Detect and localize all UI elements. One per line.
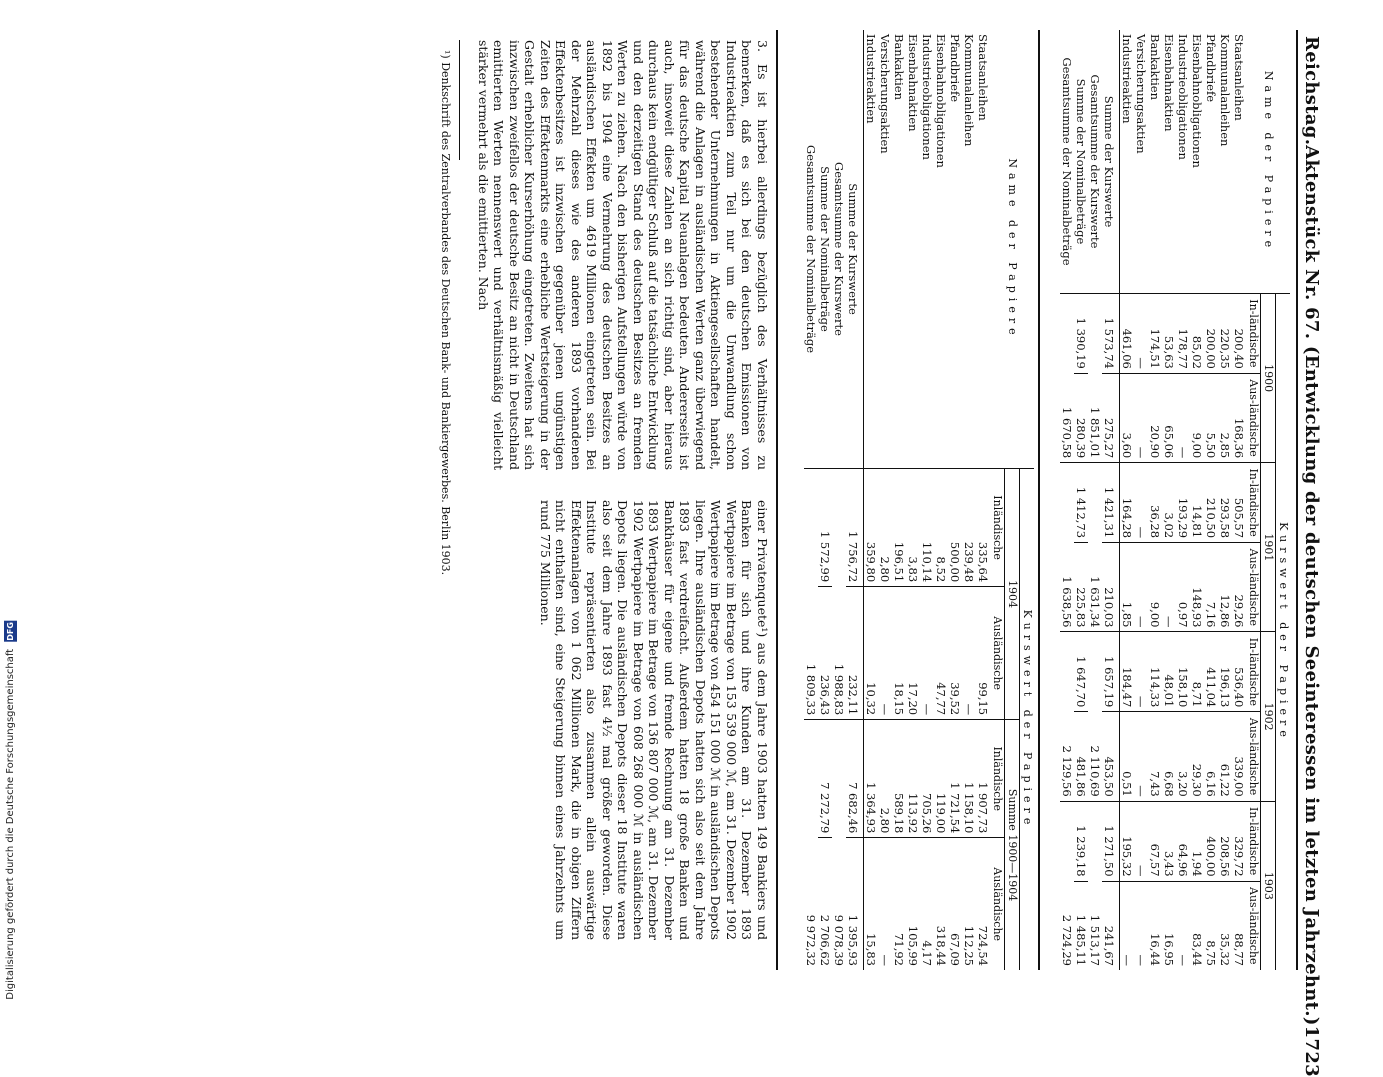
table-row: [934, 30, 948, 970]
cell-value: 88,77: [1232, 881, 1246, 970]
cell-value: 112,25: [962, 838, 976, 970]
cell-value: 20,90: [1148, 373, 1162, 462]
row-label: Staatsanleihen: [1232, 34, 1246, 121]
cell-value: 3,43: [1162, 801, 1176, 881]
nominal-value: 7 272,79: [818, 720, 832, 838]
nominal-value: 225,83: [1074, 543, 1088, 632]
total-value: 1 851,01: [1088, 294, 1102, 463]
sum-value: 1 421,31: [1102, 463, 1120, 543]
total-row: [1088, 30, 1102, 970]
cell-value: 48,01: [1162, 632, 1176, 712]
row-label: Staatsanleihen: [976, 34, 990, 121]
cell-value: 200,00: [1204, 294, 1218, 374]
t1-year-header: 1902: [1261, 632, 1276, 801]
t1-year-header: 1900: [1261, 294, 1276, 463]
sum-value: 1 395,93: [846, 838, 864, 970]
cell-value: —: [962, 587, 976, 720]
nominal-value: 1 485,11: [1074, 881, 1088, 970]
table-row: [1232, 30, 1246, 970]
t1-sub-in: In-ländische: [1246, 294, 1261, 374]
cell-value: —: [878, 587, 892, 720]
row-label: Eisenbahnobligationen: [1190, 34, 1204, 168]
cell-value: 178,77: [1176, 294, 1190, 374]
table-row: [1162, 30, 1176, 970]
paragraph-left: 3. Es ist hierbei allerdings bezüglich des Verhältnisses zu bemerken, daß es sich bei den deutschen Emissionen von Industrieaktien zum Teil nur um die Umwandlung schon bestehender Unternehmungen in Aktiengesellschaften handelt, während die Anlagen in ausländischen Werten ganz überwiegend für das deutsche Kapital Neuanlagen bedeuten. Andererseits ist auch, insoweit diese Zahlen an sich richtig sind, aber hieraus durchaus kein endgültiger Schluß auf die tatsächliche Entwicklung und den derzeitigen Stand des deutschen Besitzes an fremden Werten zu ziehen. Nach den bisherigen Aufstellungen würde von 1892 bis 1904 eine Vermehrung des deutschen Besitzes an ausländischen Effekten um 4619 Millionen eingetreten sein. Bei der Mehrzahl dieses wie des anderen 1893 vorhandenen Effektenbesitzes ist inzwischen gegenüber jenen ungünstigen Zeiten des Effektenmarkts eine erhebliche Wertsteigerung in der Gestalt erheblicher Kurserhöhung eingetreten. Zweitens hat sich inzwischen zweifellos der deutsche Besitz an nicht in Deutschland emittierten Werten nennenswert und verhältnismäßig vielleicht stärker vermehrt als die emittierten. Nach: [476, 40, 770, 470]
row-label: Industrieaktien: [864, 34, 878, 124]
cell-value: 83,44: [1190, 881, 1204, 970]
nominal-total-value: 2 724,29: [1060, 801, 1074, 970]
cell-value: 61,22: [1218, 712, 1232, 801]
cell-value: 335,64: [976, 469, 990, 587]
t1-sub-aus: Aus-ländische: [1246, 881, 1261, 970]
row-label: Bankaktien: [1148, 34, 1162, 101]
sum-value: 275,27: [1102, 373, 1120, 462]
nominal-value: 1 239,18: [1074, 801, 1088, 881]
sum-value: 210,03: [1102, 543, 1120, 632]
cell-value: 2,80: [878, 469, 892, 587]
cell-value: 110,14: [920, 469, 934, 587]
cell-value: 1 364,93: [864, 720, 879, 838]
nominal-value: 1 647,70: [1074, 632, 1088, 712]
cell-value: —: [1134, 373, 1148, 462]
cell-value: 67,09: [948, 838, 962, 970]
sum-value: 1 657,19: [1102, 632, 1120, 712]
row-label: Pfandbriefe: [1204, 34, 1218, 103]
nominal-total-value: 2 129,56: [1060, 632, 1074, 801]
nominal-value: 1 390,19: [1074, 294, 1088, 374]
cell-value: 705,26: [920, 720, 934, 838]
t1-year-header: 1903: [1261, 801, 1276, 970]
t1-sub-aus: Aus-ländische: [1246, 543, 1261, 632]
cell-value: 5,50: [1204, 373, 1218, 462]
cell-value: 8,71: [1190, 632, 1204, 712]
footnote-rule: [459, 40, 460, 160]
table-row: [878, 30, 892, 970]
cell-value: 39,52: [948, 587, 962, 720]
cell-value: 184,47: [1120, 632, 1135, 712]
cell-value: 7,43: [1148, 712, 1162, 801]
cell-value: 724,54: [976, 838, 990, 970]
row-label: Eisenbahnaktien: [906, 34, 920, 132]
cell-value: 318,44: [934, 838, 948, 970]
dfg-logo-icon: DFG: [5, 622, 15, 641]
t1-sub-in: In-ländische: [1246, 632, 1261, 712]
cell-value: 174,51: [1148, 294, 1162, 374]
cell-value: 64,96: [1176, 801, 1190, 881]
sum-row: [846, 30, 864, 970]
sum-value: 1 271,50: [1102, 801, 1120, 881]
t2-sub-in: Inländische: [990, 469, 1005, 587]
cell-value: 47,77: [934, 587, 948, 720]
table-row: [1120, 30, 1135, 970]
cell-value: 71,92: [892, 838, 906, 970]
table-row: [962, 30, 976, 970]
cell-value: —: [1134, 543, 1148, 632]
row-label: Industrieobligationen: [1176, 34, 1190, 160]
cell-value: 9,00: [1148, 543, 1162, 632]
cell-value: 114,33: [1148, 632, 1162, 712]
nominal-value: 1 412,73: [1074, 463, 1088, 543]
nominal-row: [818, 30, 832, 970]
nominal-value: 2 706,62: [818, 838, 832, 970]
t1-sub-aus: Aus-ländische: [1246, 373, 1261, 462]
cell-value: 29,30: [1190, 712, 1204, 801]
cell-value: 500,00: [948, 469, 962, 587]
sum-label: Summe der Kurswerte: [846, 30, 864, 469]
cell-value: 3,83: [906, 469, 920, 587]
cell-value: 164,28: [1120, 463, 1135, 543]
cell-value: 35,32: [1218, 881, 1232, 970]
table-row: [1204, 30, 1218, 970]
cell-value: 3,60: [1120, 373, 1135, 462]
t1-sub-in: In-ländische: [1246, 463, 1261, 543]
nominal-label: Summe der Nominalbeträge: [818, 166, 832, 332]
cell-value: 1 158,10: [962, 720, 976, 838]
cell-value: 293,58: [1218, 463, 1232, 543]
cell-value: —: [1134, 463, 1148, 543]
row-label: Pfandbriefe: [948, 34, 962, 103]
cell-value: 4,17: [920, 838, 934, 970]
t2-group-header: Kurswert der Papiere: [1020, 469, 1035, 971]
header-title: Aktenstück Nr. 67. (Entwicklung der deutschen Seeinteressen im letzten Jahrzehnt.): [1301, 145, 1322, 1026]
cell-value: 16,44: [1148, 881, 1162, 970]
cell-value: —: [1162, 543, 1176, 632]
cell-value: 9,00: [1190, 373, 1204, 462]
table-row: [920, 30, 934, 970]
cell-value: 1,94: [1190, 801, 1204, 881]
t2-sub-aus: Ausländische: [990, 838, 1005, 970]
sum-value: 453,50: [1102, 712, 1120, 801]
sum-value: 1 756,72: [846, 469, 864, 587]
cell-value: 6,16: [1204, 712, 1218, 801]
cell-value: 589,18: [892, 720, 906, 838]
cell-value: 8,52: [934, 469, 948, 587]
total-value: 1 513,17: [1088, 801, 1102, 970]
cell-value: 67,57: [1148, 801, 1162, 881]
t2-sub-in: Inländische: [990, 720, 1005, 838]
cell-value: 2,85: [1218, 373, 1232, 462]
cell-value: —: [1134, 294, 1148, 374]
row-label: Eisenbahnaktien: [1162, 34, 1176, 132]
nominal-label: Summe der Nominalbeträge: [1074, 78, 1088, 245]
cell-value: 329,72: [1232, 801, 1246, 881]
cell-value: 3,02: [1162, 463, 1176, 543]
cell-value: 7,16: [1204, 543, 1218, 632]
cell-value: 239,48: [962, 469, 976, 587]
cell-value: 461,06: [1120, 294, 1135, 374]
t1-sub-aus: Aus-ländische: [1246, 712, 1261, 801]
cell-value: 53,63: [1162, 294, 1176, 374]
cell-value: —: [1120, 881, 1135, 970]
cell-value: 10,32: [864, 587, 879, 720]
page-header: [1301, 36, 1322, 1077]
table-row: [1134, 30, 1148, 970]
nominal-total-row: [1060, 30, 1074, 970]
total-value: 9 078,39: [832, 720, 846, 970]
table-row: [1176, 30, 1190, 970]
sum-label: Summe der Kurswerte: [1102, 30, 1120, 294]
table-1904-summe: [804, 30, 1034, 970]
cell-value: 36,28: [1148, 463, 1162, 543]
cell-value: 119,00: [934, 720, 948, 838]
nominal-total-label: Gesamtsumme der Nominalbeträge: [1060, 57, 1074, 266]
table-1900-1903: [1060, 30, 1290, 970]
cell-value: 196,13: [1218, 632, 1232, 712]
cell-value: 200,40: [1232, 294, 1246, 374]
section-rule: [776, 30, 778, 970]
cell-value: 536,40: [1232, 632, 1246, 712]
credit-text: Digitalisierung gefördert durch die Deutsche Forschungsgemeinschaft: [4, 649, 16, 1000]
cell-value: —: [920, 587, 934, 720]
nominal-row: [1074, 30, 1088, 970]
sum-value: 1 573,74: [1102, 294, 1120, 374]
row-label: Kommunalanleihen: [1218, 34, 1232, 147]
cell-value: 158,10: [1176, 632, 1190, 712]
cell-value: 1 907,73: [976, 720, 990, 838]
cell-value: 12,86: [1218, 543, 1232, 632]
cell-value: —: [1134, 712, 1148, 801]
t1-group-header: Kurswert der Papiere: [1276, 294, 1291, 971]
cell-value: 196,51: [892, 469, 906, 587]
sum-value: 7 682,46: [846, 720, 864, 838]
total-value: 1 988,83: [832, 469, 846, 720]
header-left: Reichstag.: [1301, 36, 1322, 146]
cell-value: 8,75: [1204, 881, 1218, 970]
cell-value: 168,36: [1232, 373, 1246, 462]
nominal-total-row: [804, 30, 818, 970]
cell-value: 400,00: [1204, 801, 1218, 881]
cell-value: —: [1176, 881, 1190, 970]
row-label: Industrieobligationen: [920, 34, 934, 160]
cell-value: 411,04: [1204, 632, 1218, 712]
sum-value: 232,11: [846, 587, 864, 720]
cell-value: 0,51: [1120, 712, 1135, 801]
nominal-total-value: 1 670,58: [1060, 294, 1074, 463]
cell-value: 113,92: [906, 720, 920, 838]
t1-sub-in: In-ländische: [1246, 801, 1261, 881]
cell-value: 0,97: [1176, 543, 1190, 632]
cell-value: —: [1134, 801, 1148, 881]
t2-year-1904: 1904: [1005, 469, 1020, 720]
cell-value: 193,29: [1176, 463, 1190, 543]
cell-value: 359,80: [864, 469, 879, 587]
cell-value: 6,68: [1162, 712, 1176, 801]
cell-value: 195,32: [1120, 801, 1135, 881]
t2-name-header: Name der Papiere: [1006, 158, 1019, 340]
table-row: [1148, 30, 1162, 970]
table-row: [864, 30, 879, 970]
total-label: Gesamtsumme der Kurswerte: [832, 162, 846, 336]
cell-value: —: [1134, 632, 1148, 712]
cell-value: 148,93: [1190, 543, 1204, 632]
cell-value: 14,81: [1190, 463, 1204, 543]
table-row: [1218, 30, 1232, 970]
t2-sub-aus: Ausländische: [990, 587, 1005, 720]
cell-value: 16,95: [1162, 881, 1176, 970]
nominal-total-value: 1 809,33: [804, 469, 818, 720]
cell-value: —: [1176, 373, 1190, 462]
sum-row: [1102, 30, 1120, 970]
cell-value: 1,85: [1120, 543, 1135, 632]
footnote: ¹) Denkschrift des Zentralverbandes des Deutschen Bank- und Bankiergewerbes. Berlin 1903.: [439, 50, 452, 576]
total-value: 2 110,69: [1088, 632, 1102, 801]
page-number: 1723: [1301, 1025, 1322, 1077]
row-label: Eisenbahnobligationen: [934, 34, 948, 168]
cell-value: 210,50: [1204, 463, 1218, 543]
row-label: Bankaktien: [892, 34, 906, 101]
table-row: [948, 30, 962, 970]
table-row: [976, 30, 990, 970]
cell-value: 15,83: [864, 838, 879, 970]
sum-value: 241,67: [1102, 881, 1120, 970]
t1-name-header: Name der Papiere: [1262, 70, 1275, 253]
cell-value: 2,80: [878, 720, 892, 838]
cell-value: 85,02: [1190, 294, 1204, 374]
cell-value: 29,26: [1232, 543, 1246, 632]
cell-value: 220,35: [1218, 294, 1232, 374]
total-value: 1 631,34: [1088, 463, 1102, 632]
nominal-value: 280,39: [1074, 373, 1088, 462]
nominal-total-value: 9 972,32: [804, 720, 818, 970]
nominal-total-label: Gesamtsumme der Nominalbeträge: [804, 145, 818, 353]
cell-value: 505,57: [1232, 463, 1246, 543]
section-rule: [1038, 30, 1040, 970]
table-row: [1190, 30, 1204, 970]
nominal-value: 1 572,99: [818, 469, 832, 587]
header-rule: [1296, 30, 1298, 970]
cell-value: —: [1134, 881, 1148, 970]
cell-value: 17,20: [906, 587, 920, 720]
total-label: Gesamtsumme der Kurswerte: [1088, 74, 1102, 249]
cell-value: 105,99: [906, 838, 920, 970]
row-label: Versicherungsaktien: [878, 34, 892, 154]
table-row: [906, 30, 920, 970]
t2-year-sum: Summe 1900—1904: [1005, 720, 1020, 970]
total-row: [832, 30, 846, 970]
cell-value: 3,20: [1176, 712, 1190, 801]
cell-value: 339,00: [1232, 712, 1246, 801]
cell-value: 18,15: [892, 587, 906, 720]
row-label: Versicherungsaktien: [1134, 34, 1148, 154]
cell-value: 1 721,54: [948, 720, 962, 838]
nominal-total-value: 1 638,56: [1060, 463, 1074, 632]
row-label: Industrieaktien: [1120, 34, 1134, 124]
nominal-value: 481,86: [1074, 712, 1088, 801]
nominal-value: 236,43: [818, 587, 832, 720]
cell-value: —: [878, 838, 892, 970]
t1-year-header: 1901: [1261, 463, 1276, 632]
cell-value: 208,56: [1218, 801, 1232, 881]
paragraph-right: einer Privatenquete¹) aus dem Jahre 1903 hatten 149 Bankiers und Banken für sich und ihre Kunden am 31. Dezember 1893 Wertpapiere im Betrage von 153 539 000 ℳ, am 31. Dezember 1902 Wertpapiere im Betrage von 454 151 000 ℳ in ausländischen Depots liegen. Ihre ausländischen Depots hatten sich also seit dem Jahre 1893 fast verdreifacht. Außerdem hatten 18 große Banken und Bankhäuser für eigene und fremde Rechnung am 31. Dezember 1893 Wertpapiere im Betrage von 136 807 000 ℳ, am 31. Dezember 1902 Wertpapiere im Betrage von 608 268 000 ℳ in ausländischen Depots liegen. Die ausländischen Depots dieser 18 Institute waren also seit dem Jahre 1893 fast 4½ mal größer geworden. Diese Institute repräsentierten also zusammen allein auswärtige Effektenanlagen von 1 062 Millionen Mark, die in obigen Ziffern nicht enthalten sind, eine Steigerung binnen eines Jahrzehnts um rund 775 Millionen.: [538, 500, 770, 940]
row-label: Kommunalanleihen: [962, 34, 976, 147]
cell-value: 99,15: [976, 587, 990, 720]
cell-value: 65,06: [1162, 373, 1176, 462]
table-row: [892, 30, 906, 970]
